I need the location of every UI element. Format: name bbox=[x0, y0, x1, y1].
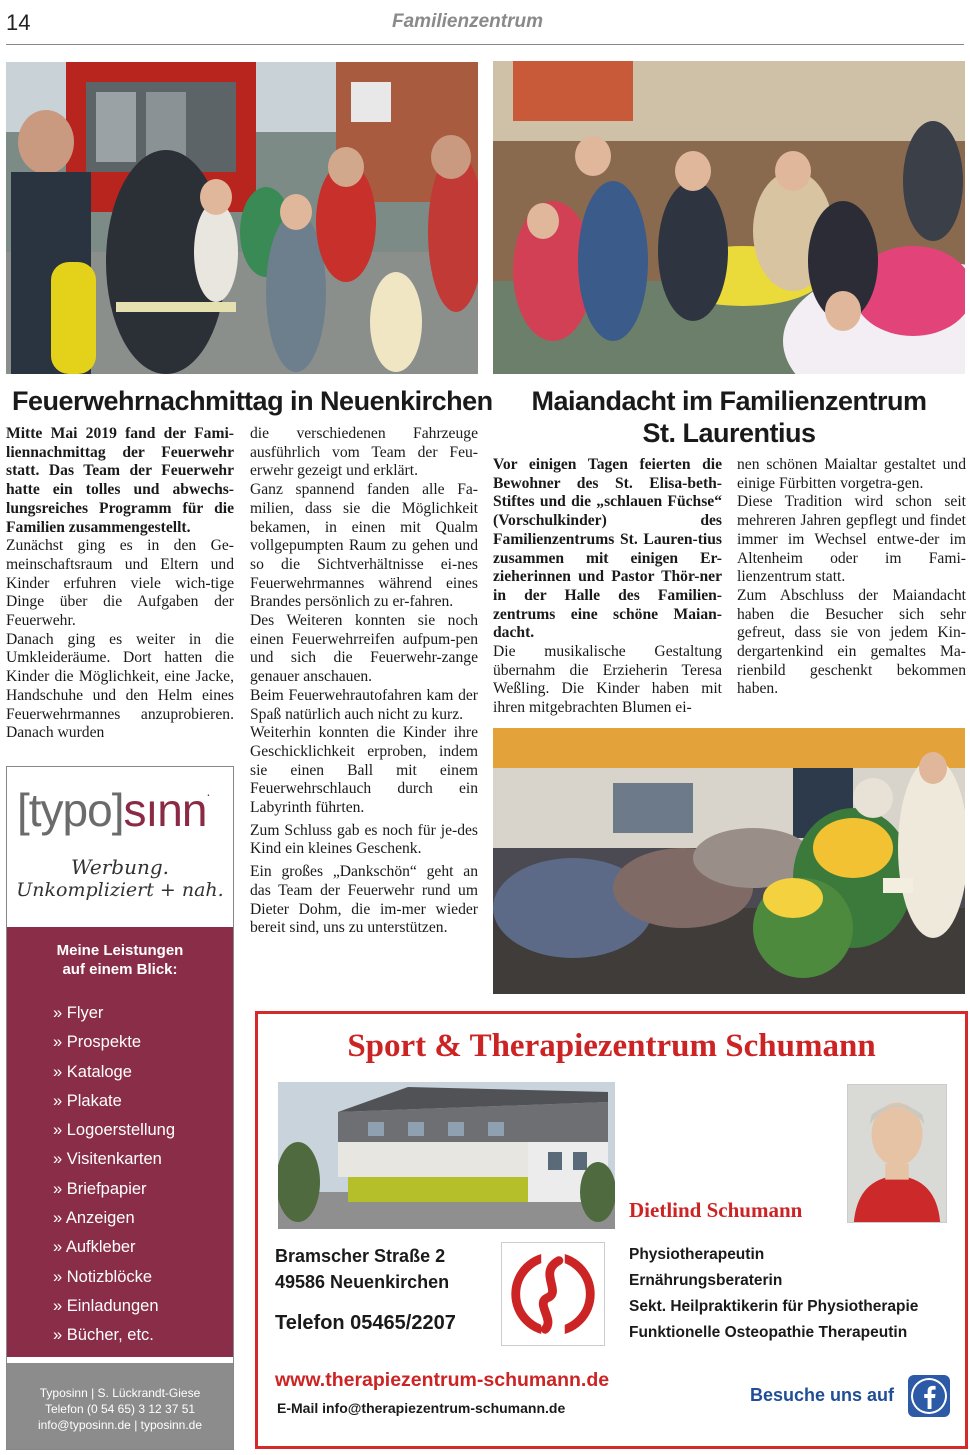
service-item: » Visitenkarten bbox=[53, 1150, 162, 1169]
typosinn-logo: [typo]sınn. bbox=[17, 783, 210, 836]
article-right-col2 bbox=[737, 456, 966, 699]
service-item: » Notizblöcke bbox=[53, 1267, 153, 1286]
photo-fire-brigade bbox=[6, 62, 478, 374]
qualification-item: Ernährungsberaterin bbox=[629, 1272, 783, 1289]
article-left-paragraph: Beim Feuerwehrautofahren kam der Spaß natürlich auch nicht zu kurz. bbox=[250, 686, 478, 723]
social-label: Besuche uns auf bbox=[750, 1385, 895, 1405]
qualifications-list bbox=[629, 1242, 918, 1346]
header-rule bbox=[6, 44, 964, 45]
article-left-col1 bbox=[6, 425, 234, 743]
therapist-name: Dietlind Schumann bbox=[629, 1198, 803, 1222]
page-number: 14 bbox=[6, 10, 31, 35]
service-item: » Prospekte bbox=[53, 1033, 142, 1052]
qualification-item: Physiotherapeutin bbox=[629, 1246, 765, 1263]
typosinn-services-box bbox=[7, 927, 233, 1357]
qualification-item: Funktionelle Osteopathie Therapeutin bbox=[629, 1324, 908, 1341]
service-item: » Flyer bbox=[53, 1004, 104, 1022]
website-link[interactable]: www.therapiezentrum-schumann.de bbox=[275, 1369, 610, 1391]
typosinn-contact: Typosinn | S. Lückrandt-Giese Telefon (0 54 65) 3 12 37 51 info@typosinn.de | typosinn.de bbox=[7, 1363, 233, 1449]
article-right-paragraph: nen schönen Maialtar gestaltet und einige Fürbitten vorgetra-gen. bbox=[737, 456, 966, 492]
article-left-lead: Mitte Mai 2019 fand der Fami-liennachmittag der Feuerwehr statt. Das Team der Feuerwehr hatte ein tolles und abwechs-lungsreiches Programm für die Familien zusammengestellt. bbox=[6, 425, 234, 536]
service-item: » Kataloge bbox=[53, 1062, 132, 1081]
article-left-paragraph: Des Weiteren konnten sie noch einen Feuerwehrreifen aufpum-pen und sich die Feuerwehr-zange genauer anschauen. bbox=[250, 612, 478, 686]
photo-maiandacht-hall bbox=[493, 728, 965, 994]
typosinn-slogan-2: Unkompliziert + nah. bbox=[16, 879, 224, 901]
article-right-paragraph: Die musikalische Gestaltung übernahm die Erzieherin Teresa Weßling. Die Kinder haben mit ihren mitgebrachten Blumen ei- bbox=[493, 643, 722, 717]
schumann-title: Sport & Therapiezentrum Schumann bbox=[347, 1028, 876, 1064]
article-left-paragraph: Weiterhin konnten die Kinder ihre Geschicklichkeit erproben, indem sie einen Ball mit einem Feuerwehrschlauch durch ein Labyrinth führten. bbox=[250, 724, 478, 817]
article-left-paragraph: Ein großes „Dankschön“ geht an das Team der Feuerwehr rund um Dieter Dohm, die im-mer wieder bereit sind, uns zu unterstützen. bbox=[250, 863, 478, 937]
headline-maiandacht-line2: St. Laurentius bbox=[642, 418, 816, 448]
service-item: » Aufkleber bbox=[53, 1238, 136, 1257]
service-item: » Anzeigen bbox=[53, 1209, 135, 1228]
service-item: » Einladungen bbox=[53, 1296, 159, 1315]
typosinn-services-list bbox=[53, 999, 233, 1351]
schumann-ad[interactable] bbox=[255, 1011, 968, 1449]
headline-feuerwehr: Feuerwehrnachmittag in Neuenkirchen bbox=[12, 386, 493, 416]
article-left-paragraph: Danach ging es weiter in die Umkleideräume. Dort hatten die Kinder die Möglichkeit, eine Jacke, Handschuhe und den Helm eines Feuerwehrmannes anzuprobieren. Danach wurden bbox=[6, 630, 234, 742]
email-link[interactable]: E-Mail info@therapiezentrum-schumann.de bbox=[277, 1400, 566, 1416]
qualification-item: Sekt. Heilpraktikerin für Physiotherapie bbox=[629, 1298, 919, 1315]
article-left-paragraph: Zum Schluss gab es noch für je-des Kind ein kleines Geschenk. bbox=[250, 821, 478, 858]
typosinn-slogan-1: Werbung. bbox=[70, 855, 170, 879]
article-left-paragraph: Zunächst ging es in den Ge-meinschaftsraum und Eltern und Kinder erfuhren viele wich-tige Dinge über die Aufgaben der Feuerwehr. bbox=[6, 537, 234, 630]
typosinn-ad[interactable] bbox=[6, 766, 234, 1450]
article-left-paragraph: die verschiedenen Fahrzeuge ausführlich vom Team der Feu-erwehr gezeigt und erklärt. bbox=[250, 425, 478, 480]
address: Bramscher Straße 2 49586 Neuenkirchen bbox=[275, 1246, 450, 1292]
photo-maiandacht-children bbox=[493, 61, 965, 374]
article-right-paragraph: Zum Abschluss der Maiandacht haben die Besucher sich sehr gefreut, dass sie von jedem Kin-dergartenkind ein gemaltes Ma-rienbild geschenkt bekommen haben. bbox=[737, 586, 966, 698]
service-item: » Plakate bbox=[53, 1091, 122, 1110]
article-left-paragraph: Ganz spannend fanden alle Fa-milien, dass sie die Möglichkeit bekamen, in einen mit Qualm vollgepumpten Raum zu gehen und so die Sichtverhältnisse ei-nes Feuerwehrmannes während eines Brandes persönlich zu er-fahren. bbox=[250, 481, 478, 611]
service-item: » Bücher, etc. bbox=[53, 1326, 154, 1345]
phone: Telefon 05465/2207 bbox=[275, 1312, 456, 1334]
section-title: Familienzentrum bbox=[392, 11, 543, 32]
portrait-image bbox=[847, 1084, 947, 1223]
facebook-icon[interactable] bbox=[908, 1375, 950, 1417]
article-right-paragraph: Diese Tradition wird schon seit mehreren Jahren gepflegt und findet immer im Wechsel entwe-der im Altenheim oder im Fami-lienzentrum statt. bbox=[737, 493, 966, 586]
headline-maiandacht-line1: Maiandacht im Familienzentrum bbox=[531, 386, 927, 416]
service-item: » Briefpapier bbox=[53, 1179, 147, 1198]
article-right-col1 bbox=[493, 456, 722, 718]
schumann-logo-icon bbox=[501, 1242, 605, 1346]
article-left-col2 bbox=[250, 425, 478, 938]
building-image bbox=[278, 1082, 615, 1229]
typosinn-services-title: Meine Leistungen auf einem Blick: bbox=[56, 942, 184, 978]
article-right-lead: Vor einigen Tagen feierten die Bewohner des St. Elisa-beth-Stiftes und die „schlauen Füchse“ (Vorschulkinder) des Familienzentrums St. Lauren-tius zusammen mit einigen Er-zieherinnen und Pastor Thör-ner in der Halle des Familien-zentrums eine schöne Maian-dacht. bbox=[493, 456, 722, 642]
service-item: » Logoerstellung bbox=[53, 1121, 176, 1140]
